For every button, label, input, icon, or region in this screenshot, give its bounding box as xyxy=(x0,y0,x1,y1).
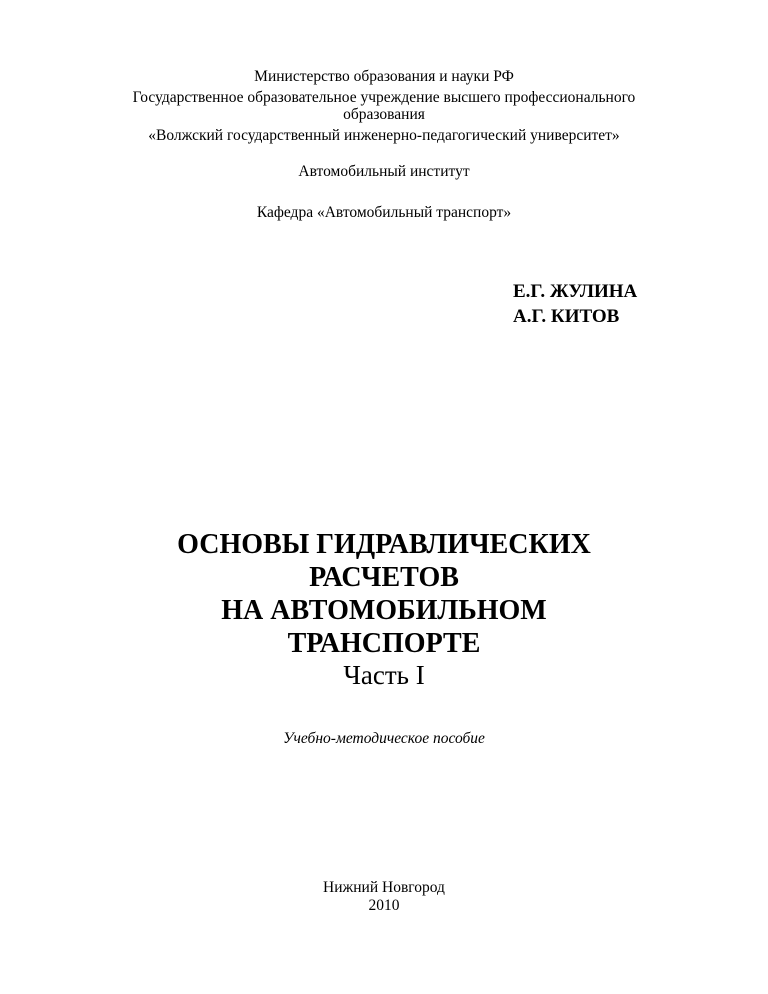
city: Нижний Новгород xyxy=(323,879,445,896)
university-line: «Волжский государственный инженерно-педагогический университет» xyxy=(148,127,620,144)
title-line-2: РАСЧЕТОВ xyxy=(309,562,459,593)
institution-line-2: образования xyxy=(343,106,425,123)
authors-block xyxy=(513,279,637,329)
title-line-4: ТРАНСПОРТЕ xyxy=(287,628,481,659)
author-1: Е.Г. ЖУЛИНА xyxy=(513,281,638,302)
author-2: А.Г. КИТОВ xyxy=(513,306,620,327)
title-line-3: НА АВТОМОБИЛЬНОМ xyxy=(221,595,547,626)
title-line-1: ОСНОВЫ ГИДРАВЛИЧЕСКИХ xyxy=(177,529,591,560)
part-label: Часть I xyxy=(343,660,425,690)
institution-line-1: Государственное образовательное учреждение высшего профессионального xyxy=(132,89,636,106)
department-line: Кафедра «Автомобильный транспорт» xyxy=(256,204,512,221)
ministry-line: Министерство образования и науки РФ xyxy=(254,68,514,85)
document-type: Учебно-методическое пособие xyxy=(283,730,485,747)
institute-line: Автомобильный институт xyxy=(298,163,470,180)
year: 2010 xyxy=(368,897,400,914)
